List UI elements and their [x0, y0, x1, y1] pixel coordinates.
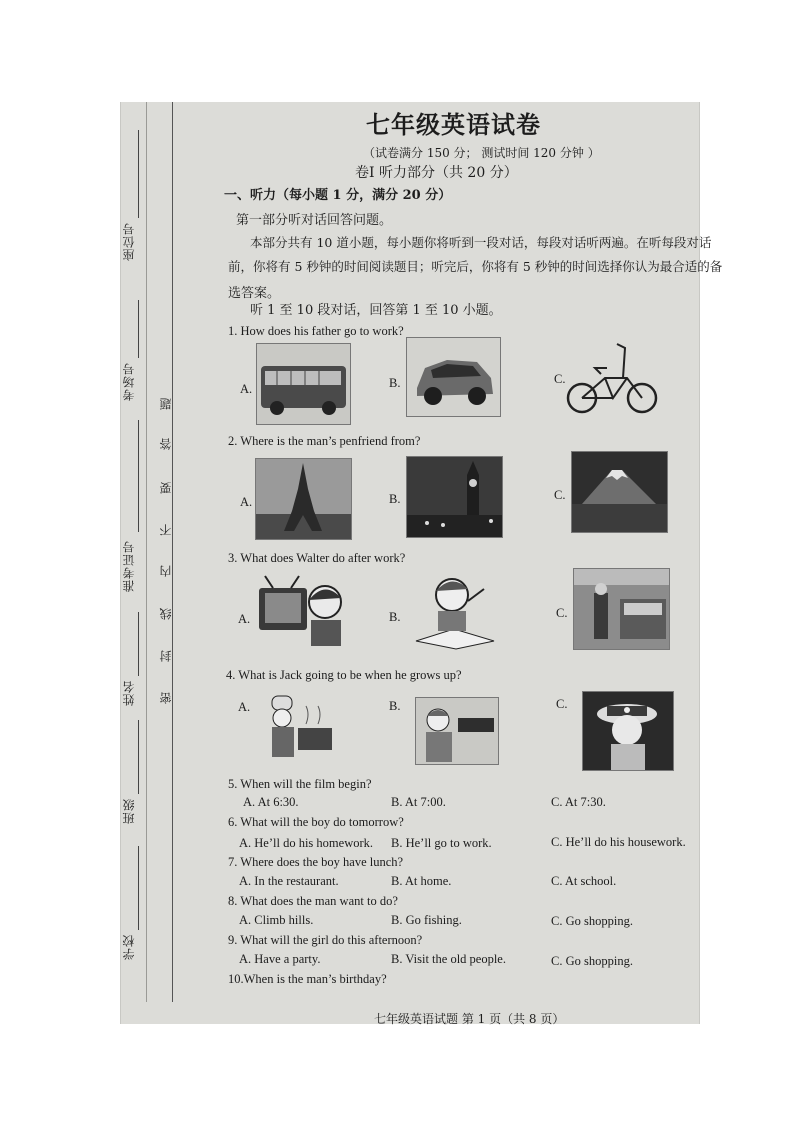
bus-icon — [256, 343, 351, 425]
question-8: 8. What does the man want to do? — [228, 894, 398, 908]
seal-word: 答 — [159, 438, 173, 450]
option-b: B. Go fishing. — [391, 913, 462, 927]
exam-title: 七年级英语试卷 — [366, 110, 541, 139]
seat-blank — [138, 130, 139, 218]
seal-word: 内 — [159, 565, 173, 577]
name-label: 姓名 — [122, 680, 136, 706]
option-b: B. At 7:00. — [391, 795, 446, 809]
option-b-label: B. — [389, 376, 401, 390]
seal-word: 不 — [159, 524, 173, 536]
mount-fuji-icon — [571, 451, 668, 533]
shopping-icon — [573, 568, 670, 650]
option-b: B. At home. — [391, 874, 452, 888]
eiffel-tower-icon — [255, 458, 352, 540]
option-a-label: A. — [240, 495, 253, 509]
question-9: 9. What will the girl do this afternoon? — [228, 933, 423, 947]
instruction-line: 本部分共有 10 道小题，每小题你将听到一段对话，每段对话听两遍。在听每段对话 — [250, 235, 712, 250]
option-c: C. Go shopping. — [551, 914, 633, 928]
instruction-line: 前，你将有 5 秒钟的时间阅读题目；听完后，你将有 5 秒钟的时间选择你认为最合适的备 — [228, 259, 723, 274]
seal-word: 密 — [159, 692, 173, 704]
option-c-label: C. — [554, 372, 566, 386]
car-icon — [406, 337, 501, 417]
class-label: 班级 — [122, 798, 136, 824]
question-6: 6. What will the boy do tomorrow? — [228, 815, 404, 829]
school-blank — [138, 846, 139, 930]
option-a: A. Climb hills. — [239, 913, 314, 927]
option-c: C. Go shopping. — [551, 954, 633, 968]
binding-seal-line — [172, 102, 173, 1002]
question-10: 10.When is the man’s birthday? — [228, 972, 387, 986]
option-a: A. He’ll do his homework. — [239, 836, 374, 850]
option-c-label: C. — [556, 606, 568, 620]
seat-label: 座位号 — [122, 222, 136, 261]
seal-word: 线 — [159, 608, 173, 620]
instruction-line: 选答案。 — [228, 286, 281, 301]
option-b: B. Visit the old people. — [391, 952, 506, 966]
option-c-label: C. — [556, 697, 568, 711]
option-c: C. At school. — [551, 874, 617, 888]
binding-margin-line — [146, 102, 147, 1002]
option-a-label: A. — [238, 700, 251, 714]
option-c: C. He’ll do his housework. — [551, 835, 686, 849]
option-b-label: B. — [389, 699, 401, 713]
watch-tv-icon — [255, 574, 350, 650]
exam-no-label: 准考证号 — [122, 540, 136, 592]
class-blank — [138, 720, 139, 794]
seal-word: 题 — [159, 398, 173, 410]
bicycle-icon — [565, 338, 660, 418]
option-c: C. At 7:30. — [551, 795, 606, 809]
question-3: 3. What does Walter do after work? — [228, 551, 406, 565]
school-label: 学校 — [122, 934, 136, 960]
exam-subtitle: （试卷满分 150 分； 测试时间 120 分钟 ） — [363, 146, 600, 160]
option-a-label: A. — [238, 612, 251, 626]
page-footer: 七年级英语试题 第 1 页（共 8 页） — [374, 1012, 565, 1026]
listen-note: 听 1 至 10 段对话，回答第 1 至 10 小题。 — [250, 303, 502, 318]
seal-word: 封 — [159, 650, 173, 662]
do-homework-icon — [408, 571, 500, 651]
part-heading: 第一部分听对话回答问题。 — [236, 213, 393, 228]
exam-no-blank — [138, 420, 139, 532]
seal-word: 要 — [159, 482, 173, 494]
question-1: 1. How does his father go to work? — [228, 324, 404, 338]
option-b-label: B. — [389, 492, 401, 506]
room-blank — [138, 300, 139, 358]
option-a: A. At 6:30. — [243, 795, 299, 809]
teacher-icon — [415, 697, 499, 765]
option-a: A. In the restaurant. — [239, 874, 339, 888]
room-label: 考场号 — [122, 362, 136, 401]
question-7: 7. Where does the boy have lunch? — [228, 855, 404, 869]
section-heading: 一、听力（每小题 1 分，满分 20 分） — [224, 188, 452, 203]
name-blank — [138, 612, 139, 676]
cook-icon — [266, 694, 341, 764]
option-c-label: C. — [554, 488, 566, 502]
option-b-label: B. — [389, 610, 401, 624]
police-officer-icon — [582, 691, 674, 771]
question-2: 2. Where is the man’s penfriend from? — [228, 434, 421, 448]
question-5: 5. When will the film begin? — [228, 777, 372, 791]
big-ben-icon — [406, 456, 503, 538]
option-a: A. Have a party. — [239, 952, 321, 966]
option-a-label: A. — [240, 382, 253, 396]
volume-heading: 卷Ⅰ 听力部分（共 20 分） — [355, 165, 518, 181]
option-b: B. He’ll go to work. — [391, 836, 492, 850]
question-4: 4. What is Jack going to be when he grows up? — [226, 668, 462, 682]
